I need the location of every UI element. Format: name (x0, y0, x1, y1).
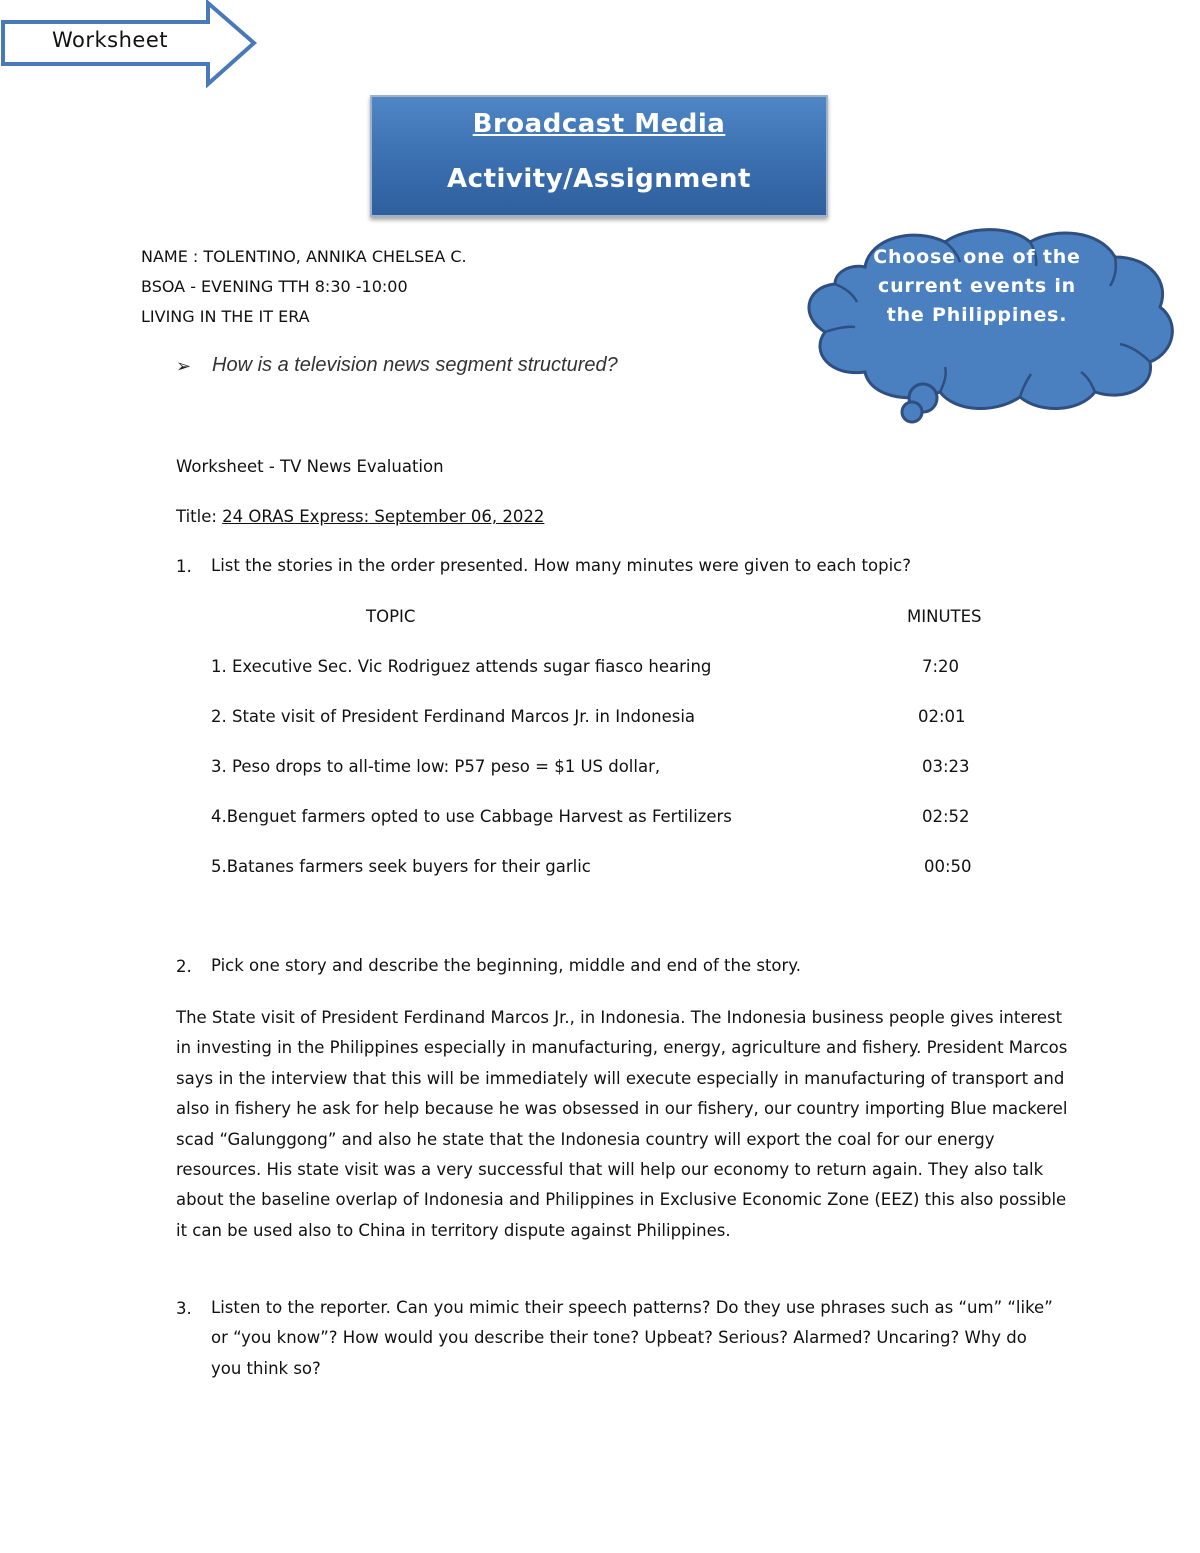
col-header-minutes: MINUTES (907, 607, 982, 626)
q3-number: 3. (176, 1299, 192, 1318)
q1-number: 1. (176, 557, 192, 576)
title-value: 24 ORAS Express: September 06, 2022 (222, 507, 545, 526)
worksheet-heading: Worksheet - TV News Evaluation (176, 457, 444, 476)
topic-row-2: 2. State visit of President Ferdinand Marcos Jr. in Indonesia (211, 707, 696, 726)
student-section: BSOA - EVENING TTH 8:30 -10:00 (141, 277, 408, 296)
title-label: Title: (176, 507, 223, 526)
q3-text: Listen to the reporter. Can you mimic their speech patterns? Do they use phrases such as “um” “like” or “you know”? How would you describe their tone? Upbeat? Serious? Alarmed? Uncaring? Why do you think so? (211, 1298, 1053, 1378)
worksheet-title (176, 507, 544, 526)
title-line-2: Activity/Assignment (447, 164, 751, 194)
student-name: NAME : TOLENTINO, ANNIKA CHELSEA C. (141, 247, 467, 266)
q2-number: 2. (176, 957, 192, 976)
callout-text: Choose one of the current events in the Philippines. (873, 246, 1081, 326)
topic-row-5: 5.Batanes farmers seek buyers for their garlic (211, 857, 591, 876)
topic-row-1: 1. Executive Sec. Vic Rodriguez attends sugar fiasco hearing (211, 657, 712, 676)
minutes-row-3: 03:23 (922, 757, 970, 776)
minutes-row-4: 02:52 (922, 807, 970, 826)
minutes-row-5: 00:50 (924, 857, 972, 876)
minutes-row-2: 02:01 (918, 707, 966, 726)
title-line-1: Broadcast Media (472, 109, 726, 139)
q1-text: List the stories in the order presented. How many minutes were given to each topic? (211, 556, 911, 575)
q2-text: Pick one story and describe the beginning, middle and end of the story. (211, 956, 801, 975)
minutes-row-1: 7:20 (922, 657, 960, 676)
topic-row-4: 4.Benguet farmers opted to use Cabbage Harvest as Fertilizers (211, 807, 732, 826)
q2-answer-paragraph: The State visit of President Ferdinand Marcos Jr., in Indonesia. The Indonesia business people gives interest in investing in the Philippines especially in manufacturing, energy, agriculture and fishery. President Marcos says in the interview that this will be immediately will execute especially in manufacturing of transport and also in fishery he ask for help because he was obsessed in our fishery, our country importing Blue mackerel scad “Galunggong” and also he state that the Indonesia country will export the coal for our energy resources. His state visit was a very successful that will help our economy to return again. They also talk about the baseline overlap of Indonesia and Philippines in Exclusive Economic Zone (EEZ) this also possible it can be used also to China in territory dispute against Philippines. (176, 1008, 1068, 1240)
col-header-topic: TOPIC (366, 607, 416, 626)
prompt-question: How is a television news segment structured? (212, 354, 618, 376)
course-name: LIVING IN THE IT ERA (141, 307, 310, 326)
title-box (370, 95, 828, 217)
topic-row-3: 3. Peso drops to all-time low: P57 peso = $1 US dollar, (211, 757, 661, 776)
arrow-bullet-icon: ➢ (176, 356, 192, 377)
worksheet-tag-label: Worksheet (52, 28, 169, 52)
